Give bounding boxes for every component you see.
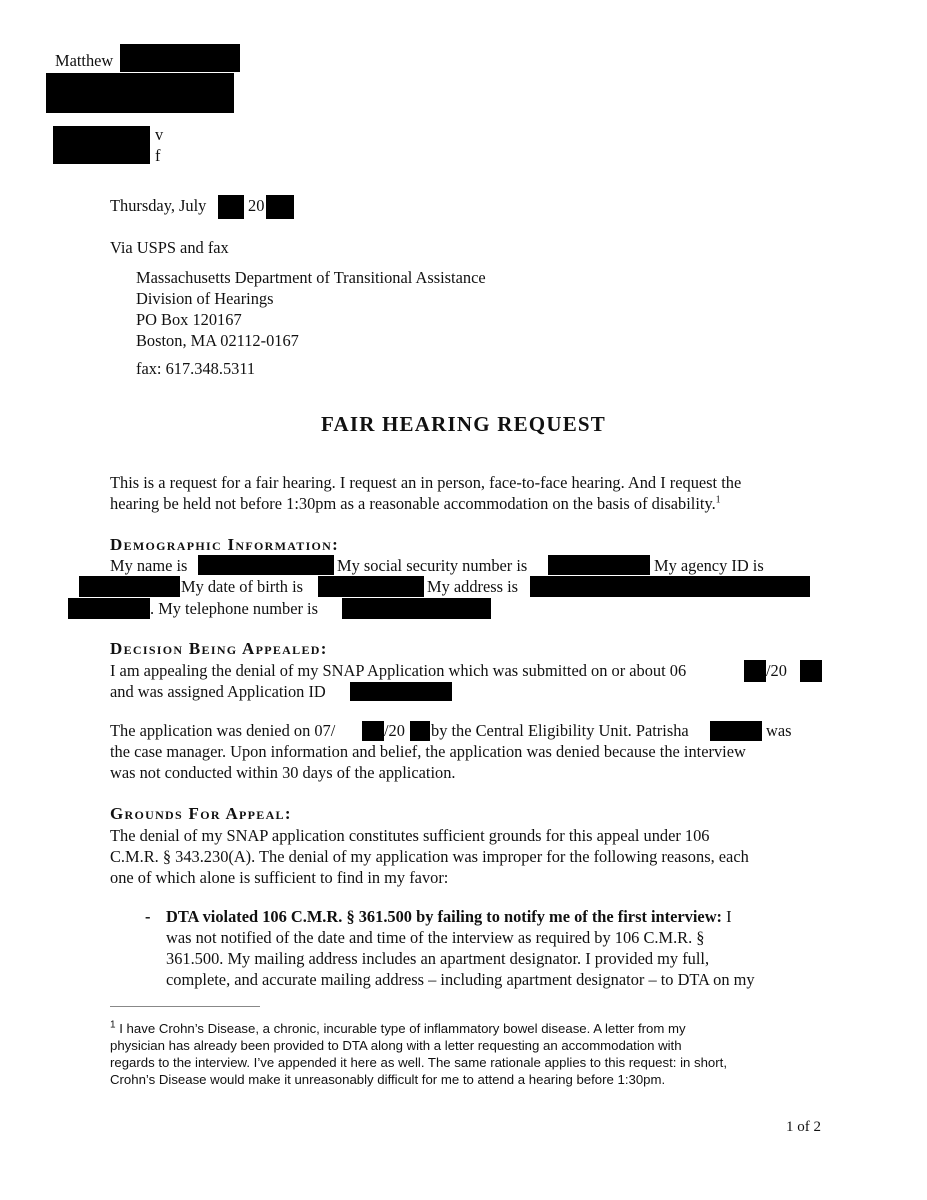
- letter-date: [110, 195, 206, 217]
- bullet-item-line: complete, and accurate mailing address – including apartment designator – to DTA on my: [166, 970, 755, 989]
- footnote-text: I have Crohn’s Disease, a chronic, incurable type of inflammatory bowel disease. A letter from my: [115, 1021, 686, 1036]
- section-heading-decision: Decision Being Appealed:: [110, 639, 328, 658]
- grounds-line: The denial of my SNAP application constitutes sufficient grounds for this appeal under 106: [110, 826, 710, 845]
- footnote-line: Crohn’s Disease would make it unreasonably difficult for me to attend a hearing before 1:30pm.: [110, 1072, 666, 1087]
- decision-line: the case manager. Upon information and belief, the application was denied because the interview: [110, 742, 746, 761]
- intro-line-text: hearing be held not before 1:30pm as a reasonable accommodation on the basis of disability.: [110, 494, 716, 513]
- redaction-application-id: [350, 682, 452, 701]
- bullet-item-line: was not notified of the date and time of the interview as required by 106 C.M.R. §: [166, 928, 705, 947]
- decision-line: I am appealing the denial of my SNAP Application which was submitted on or about 06: [110, 661, 687, 680]
- redaction-phone: [342, 598, 491, 619]
- section-heading-grounds: Grounds For Appeal:: [110, 804, 292, 823]
- bullet-item: [166, 906, 732, 928]
- footnote-line: [110, 1020, 686, 1037]
- redaction-name: [198, 555, 334, 575]
- recipient-fax: fax: 617.348.5311: [136, 359, 256, 378]
- footnote-reference: 1: [715, 494, 721, 506]
- intro-line: This is a request for a fair hearing. I request an in person, face-to-face hearing. And I request the: [110, 473, 742, 492]
- footnote-separator: [110, 1006, 260, 1007]
- redaction-sender-address-2: [53, 126, 150, 164]
- footnote-mark: 1: [110, 1019, 116, 1031]
- recipient-line: PO Box 120167: [136, 310, 242, 329]
- bullet-item-heading: DTA violated 106 C.M.R. § 361.500 by failing to notify me of the first interview:: [166, 907, 722, 926]
- redaction-denial-day: [362, 721, 384, 741]
- decision-line-year: /20: [766, 661, 787, 680]
- redaction-address-continued: [68, 598, 150, 619]
- document-title: FAIR HEARING REQUEST: [321, 412, 606, 436]
- redaction-agency-id: [79, 576, 180, 597]
- redaction-sender-address-1: [46, 73, 234, 113]
- intro-line: [110, 493, 721, 515]
- demographic-ssn-label: My social security number is: [337, 556, 528, 575]
- redaction-case-manager: [710, 721, 762, 741]
- decision-line: and was assigned Application ID: [110, 682, 326, 701]
- sender-name: Matthew: [55, 51, 114, 70]
- recipient-line: Boston, MA 02112-0167: [136, 331, 299, 350]
- footnote-line: regards to the interview. I’ve appended it here as well. The same rationale applies to this request: in short,: [110, 1055, 727, 1070]
- sender-line-f: f: [155, 146, 161, 165]
- redaction-dob: [318, 576, 424, 597]
- redaction-sender-surname: [120, 44, 240, 72]
- page-number: 1 of 2: [786, 1119, 821, 1135]
- grounds-line: C.M.R. § 343.230(A). The denial of my application was improper for the following reasons, each: [110, 847, 749, 866]
- demographic-address-label: My address is: [427, 577, 519, 596]
- decision-line: was: [766, 721, 792, 740]
- bullet-item-line: 361.500. My mailing address includes an apartment designator. I provided my full,: [166, 949, 710, 968]
- date-year-prefix: 20: [248, 196, 265, 215]
- sender-line-v: v: [155, 125, 164, 144]
- demographic-phone-label: . My telephone number is: [150, 599, 318, 618]
- demographic-name-label: My name is: [110, 556, 188, 575]
- redaction-date-day: [218, 195, 244, 219]
- redaction-date-year: [266, 195, 294, 219]
- footnote-line: physician has already been provided to DTA along with a letter requesting an accommodation with: [110, 1038, 682, 1053]
- redaction-denial-year: [410, 721, 430, 741]
- redaction-ssn: [548, 555, 650, 575]
- decision-line: The application was denied on 07/: [110, 721, 336, 740]
- grounds-line: one of which alone is sufficient to find in my favor:: [110, 868, 449, 887]
- redaction-address: [530, 576, 810, 597]
- bullet-item-text: I: [722, 907, 732, 926]
- decision-line: by the Central Eligibility Unit. Patrisha: [431, 721, 689, 740]
- section-heading-demographic: Demographic Information:: [110, 535, 340, 554]
- demographic-agency-label: My agency ID is: [654, 556, 764, 575]
- redaction-submit-year: [800, 660, 822, 682]
- redaction-submit-day: [744, 660, 766, 682]
- demographic-dob-label: My date of birth is: [181, 577, 304, 596]
- bullet-dash: -: [145, 907, 151, 926]
- date-prefix: Thursday, July: [110, 196, 207, 215]
- decision-line-year: /20: [384, 721, 405, 740]
- recipient-line: Division of Hearings: [136, 289, 274, 308]
- decision-line: was not conducted within 30 days of the application.: [110, 763, 456, 782]
- delivery-method: Via USPS and fax: [110, 238, 229, 257]
- recipient-line: Massachusetts Department of Transitional Assistance: [136, 268, 486, 287]
